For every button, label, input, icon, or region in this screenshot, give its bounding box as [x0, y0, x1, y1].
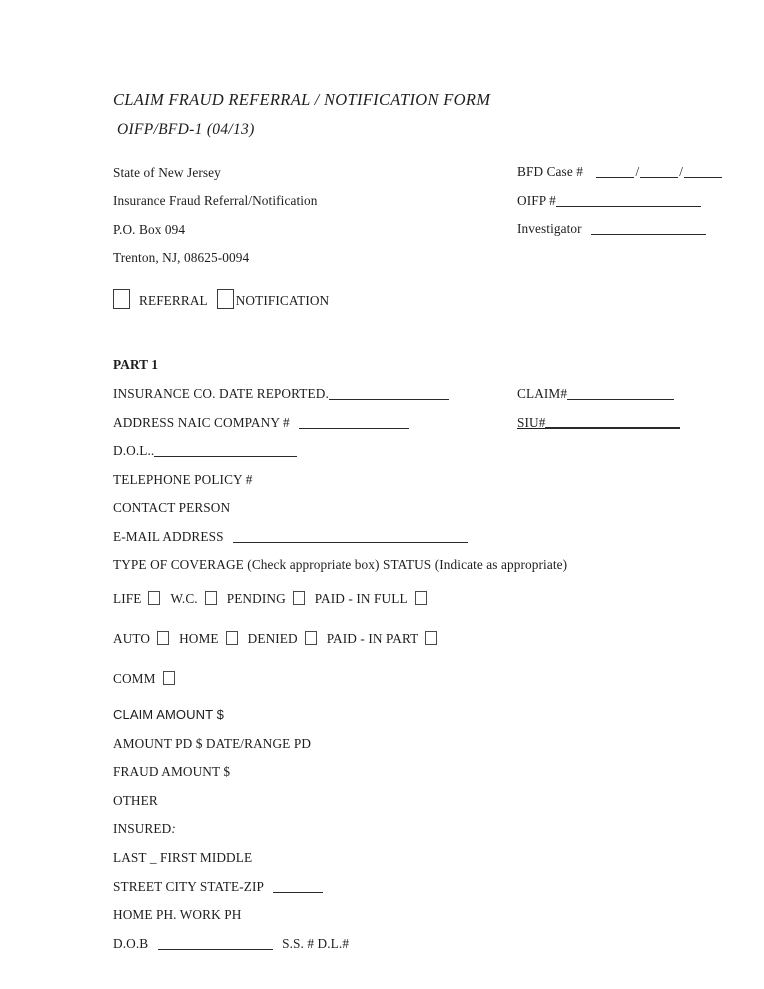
insured-street-label: STREET CITY STATE-ZIP	[113, 879, 264, 894]
bfd-case-blank-1[interactable]	[596, 164, 634, 178]
notification-checkbox[interactable]	[217, 289, 234, 309]
bfd-case-blank-3[interactable]	[684, 164, 722, 178]
email-label: E-MAIL ADDRESS	[113, 529, 224, 544]
insurance-co-row	[113, 386, 449, 402]
wc-checkbox[interactable]	[205, 591, 217, 605]
referral-label: REFERRAL	[139, 293, 208, 308]
agency-city: Trenton, NJ, 08625-0094	[113, 250, 250, 265]
referral-checkbox[interactable]	[113, 289, 130, 309]
insured-name-label: LAST _ FIRST MIDDLE	[113, 850, 253, 865]
referral-notification-row	[113, 289, 329, 309]
home-checkbox[interactable]	[226, 631, 238, 645]
coverage-home-label: HOME	[179, 631, 219, 646]
agency-unit: Insurance Fraud Referral/Notification	[113, 193, 318, 208]
coverage-row-3	[113, 671, 175, 687]
dob-blank[interactable]	[158, 936, 273, 950]
paid-in-part-checkbox[interactable]	[425, 631, 437, 645]
insured-colon: :	[171, 821, 176, 836]
coverage-wc-label: W.C.	[170, 591, 198, 606]
comm-checkbox[interactable]	[163, 671, 175, 685]
naic-blank[interactable]	[299, 415, 409, 429]
coverage-row-2	[113, 631, 437, 647]
oifp-label: OIFP #	[517, 193, 556, 208]
insured-street-row	[113, 879, 323, 895]
status-paid-full-label: PAID - IN FULL	[314, 591, 408, 606]
telephone-policy-label: TELEPHONE POLICY #	[113, 472, 253, 487]
other-label: OTHER	[113, 793, 158, 808]
investigator-row	[517, 221, 706, 237]
claim-number-label: CLAIM#	[517, 386, 568, 401]
insurance-co-label: INSURANCE CO. DATE REPORTED.	[113, 386, 329, 401]
siu-number-label: SIU#	[517, 415, 546, 430]
form-title: CLAIM FRAUD REFERRAL / NOTIFICATION FORM	[113, 90, 491, 109]
claim-number-blank[interactable]	[567, 386, 674, 400]
bfd-slash-1: /	[635, 164, 640, 179]
claim-number-row	[517, 386, 674, 402]
address-naic-label: ADDRESS NAIC COMPANY #	[113, 415, 290, 430]
insured-heading	[113, 821, 176, 837]
bfd-slash-2: /	[679, 164, 684, 179]
dol-blank[interactable]	[154, 443, 297, 457]
email-blank[interactable]	[233, 529, 468, 543]
coverage-auto-label: AUTO	[113, 631, 151, 646]
contact-person-label: CONTACT PERSON	[113, 500, 231, 515]
ss-dl-label: S.S. # D.L.#	[282, 936, 350, 951]
investigator-label: Investigator	[517, 221, 582, 236]
life-checkbox[interactable]	[148, 591, 160, 605]
coverage-status-label: TYPE OF COVERAGE (Check appropriate box) STATUS (Indicate as appropriate)	[113, 557, 568, 572]
denied-checkbox[interactable]	[305, 631, 317, 645]
address-naic-row	[113, 415, 409, 431]
agency-pobox: P.O. Box 094	[113, 222, 186, 237]
dol-label: D.O.L..	[113, 443, 155, 458]
part1-heading: PART 1	[113, 357, 159, 372]
pending-checkbox[interactable]	[293, 591, 305, 605]
notification-label: NOTIFICATION	[235, 293, 330, 308]
amount-pd-label: AMOUNT PD $ DATE/RANGE PD	[113, 736, 312, 751]
dob-row	[113, 936, 349, 952]
claim-amount-label: CLAIM AMOUNT $	[113, 707, 224, 722]
status-denied-label: DENIED	[247, 631, 298, 646]
insured-label: INSURED	[113, 821, 172, 836]
auto-checkbox[interactable]	[157, 631, 169, 645]
bfd-case-blank-2[interactable]	[640, 164, 678, 178]
insured-phone-label: HOME PH. WORK PH	[113, 907, 242, 922]
paid-in-full-checkbox[interactable]	[415, 591, 427, 605]
email-row	[113, 529, 468, 545]
siu-number-blank[interactable]	[545, 415, 680, 429]
status-paid-part-label: PAID - IN PART	[326, 631, 419, 646]
coverage-comm-label: COMM	[113, 671, 156, 686]
status-pending-label: PENDING	[226, 591, 286, 606]
coverage-row-1	[113, 591, 427, 607]
bfd-case-label: BFD Case #	[517, 164, 584, 179]
coverage-life-label: LIFE	[113, 591, 142, 606]
dol-row	[113, 443, 297, 459]
agency-state: State of New Jersey	[113, 165, 221, 180]
form-code: OIFP/BFD-1 (04/13)	[117, 121, 255, 138]
bfd-case-row	[517, 164, 722, 180]
investigator-blank[interactable]	[591, 221, 706, 235]
dob-label: D.O.B	[113, 936, 149, 951]
fraud-amount-label: FRAUD AMOUNT $	[113, 764, 231, 779]
street-blank[interactable]	[273, 879, 323, 893]
oifp-blank[interactable]	[556, 193, 701, 207]
siu-number-row	[517, 415, 680, 431]
date-reported-blank[interactable]	[329, 386, 449, 400]
oifp-row	[517, 193, 701, 209]
